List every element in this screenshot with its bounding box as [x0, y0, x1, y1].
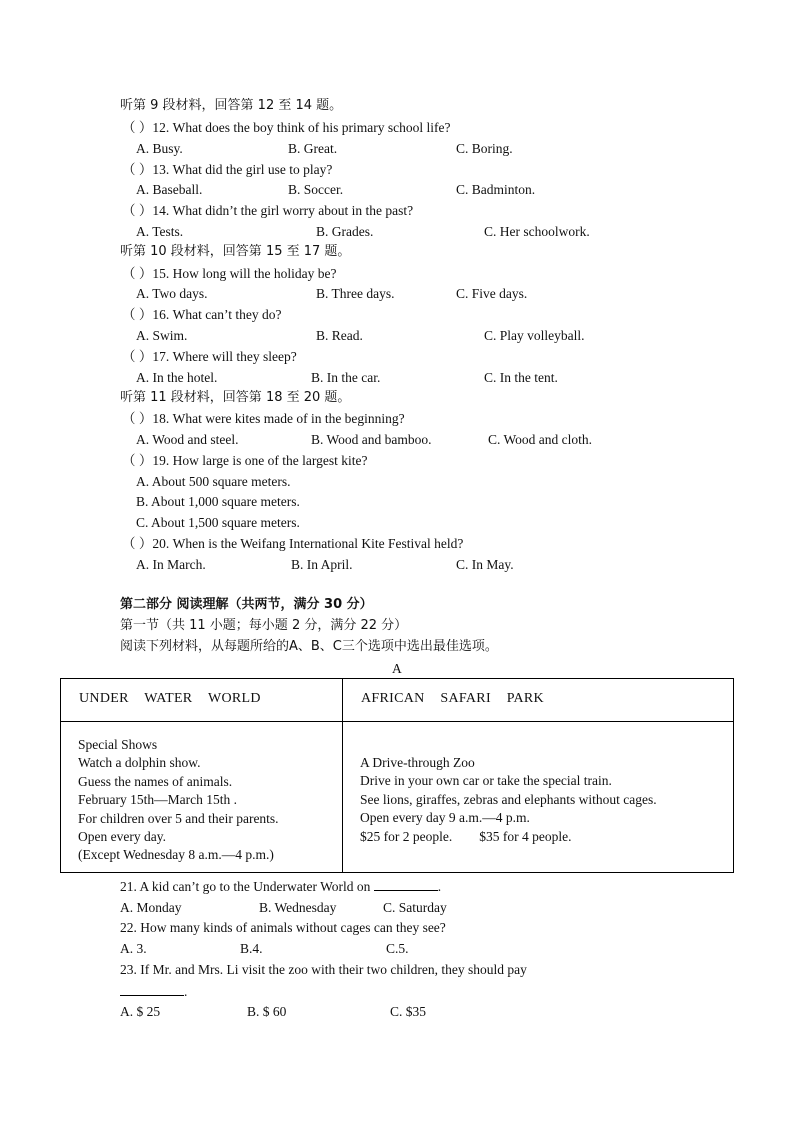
q13-option-c: C. Badminton.	[456, 182, 536, 197]
ad-left-line: For children over 5 and their parents.	[78, 810, 279, 826]
q23-stem: 23. If Mr. and Mrs. Li visit the zoo with their two children, they should pay	[120, 962, 527, 977]
q18-option-c: C. Wood and cloth.	[488, 432, 593, 447]
q15-option-a: A. Two days.	[136, 286, 208, 301]
q14-stem: （ ）14. What didn’t the girl worry about in the past?	[122, 203, 414, 218]
ad-left-line: February 15th—March 15th .	[78, 792, 237, 808]
q18-option-a: A. Wood and steel.	[136, 432, 239, 447]
q19-option-c: C. About 1,500 square meters.	[136, 515, 300, 530]
q22-option-b: B.4.	[240, 941, 263, 956]
ad-left-line: Special Shows	[78, 737, 158, 752]
ad-right-title-cell	[343, 679, 734, 722]
ad-right-title: AFRICAN SAFARI PARK	[361, 691, 544, 706]
q13-option-a: A. Baseball.	[136, 182, 203, 197]
ad-left-title-cell	[61, 679, 343, 722]
q19-option-a: A. About 500 square meters.	[136, 474, 291, 489]
q22-option-c: C.5.	[386, 941, 409, 956]
ad-left-line: Open every day.	[78, 829, 166, 845]
q21-line: 21. A kid can’t go to the Underwater World on .	[120, 879, 442, 894]
q14-option-c: C. Her schoolwork.	[484, 224, 590, 239]
q23-option-c: C. $35	[390, 1004, 427, 1019]
q23-option-b: B. $ 60	[247, 1004, 287, 1019]
q16-option-b: B. Read.	[316, 328, 363, 343]
q23-blank-line: .	[120, 983, 187, 1001]
q17-stem: （ ）17. Where will they sleep?	[122, 349, 297, 364]
ad-left-title: UNDER WATER WORLD	[79, 691, 261, 706]
q15-option-b: B. Three days.	[316, 286, 395, 301]
q22-option-a: A. 3.	[120, 941, 147, 956]
ad-right-line: Drive in your own car or take the special train.	[360, 773, 612, 789]
passage-label: A	[392, 661, 402, 676]
q16-stem: （ ）16. What can’t they do?	[122, 307, 282, 322]
q19-stem: （ ）19. How large is one of the largest kite?	[122, 453, 368, 468]
q17-option-a: A. In the hotel.	[136, 370, 218, 385]
q14-option-b: B. Grades.	[316, 224, 374, 239]
ad-table	[60, 678, 734, 873]
q16-option-c: C. Play volleyball.	[484, 328, 585, 343]
q12-option-c: C. Boring.	[456, 141, 513, 156]
q20-option-a: A. In March.	[136, 557, 206, 572]
q20-option-b: B. In April.	[291, 557, 353, 572]
q18-stem: （ ）18. What were kites made of in the beginning?	[122, 411, 405, 426]
ad-left-body	[61, 722, 343, 873]
q20-stem: （ ）20. When is the Weifang International Kite Festival held?	[122, 536, 464, 551]
section-10-intro: 听第 10 段材料，回答第 15 至 17 题。	[120, 244, 351, 259]
q20-option-c: C. In May.	[456, 557, 514, 572]
part-2-instruction: 阅读下列材料，从每题所给的A、B、C三个选项中选出最佳选项。	[120, 639, 498, 654]
answer-blank	[120, 983, 184, 996]
ad-left-line: (Except Wednesday 8 a.m.—4 p.m.)	[78, 847, 274, 863]
q13-option-b: B. Soccer.	[288, 182, 344, 197]
part-2-title: 第二部分 阅读理解（共两节，满分 30 分）	[120, 597, 373, 612]
q12-option-a: A. Busy.	[136, 141, 183, 156]
q18-option-b: B. Wood and bamboo.	[311, 432, 432, 447]
q17-option-c: C. In the tent.	[484, 370, 558, 385]
q16-option-a: A. Swim.	[136, 328, 188, 343]
q15-stem: （ ）15. How long will the holiday be?	[122, 266, 337, 281]
section-11-intro: 听第 11 段材料，回答第 18 至 20 题。	[120, 390, 351, 405]
ad-right-line: Open every day 9 a.m.—4 p.m.	[360, 810, 530, 826]
ad-right-body	[343, 722, 734, 873]
ad-right-line: See lions, giraffes, zebras and elephants without cages.	[360, 791, 657, 807]
q12-option-b: B. Great.	[288, 141, 338, 156]
q17-option-b: B. In the car.	[311, 370, 381, 385]
section-9-intro: 听第 9 段材料，回答第 12 至 14 题。	[120, 98, 343, 113]
answer-blank	[374, 878, 438, 891]
q21-option-c: C. Saturday	[383, 900, 447, 915]
q12-stem: （ ）12. What does the boy think of his primary school life?	[122, 120, 451, 135]
q15-option-c: C. Five days.	[456, 286, 528, 301]
q19-option-b: B. About 1,000 square meters.	[136, 494, 300, 509]
ad-left-line: Watch a dolphin show.	[78, 755, 201, 771]
q13-stem: （ ）13. What did the girl use to play?	[122, 162, 333, 177]
part-2-section-1: 第一节（共 11 小题；每小题 2 分，满分 22 分）	[120, 618, 408, 633]
q22-stem: 22. How many kinds of animals without cages can they see?	[120, 920, 446, 935]
q14-option-a: A. Tests.	[136, 224, 184, 239]
q21-stem: 21. A kid can’t go to the Underwater World on	[120, 879, 371, 894]
q21-option-a: A. Monday	[120, 900, 182, 915]
ad-right-line: A Drive-through Zoo	[360, 755, 475, 770]
ad-left-line: Guess the names of animals.	[78, 773, 233, 789]
ad-right-line: $25 for 2 people. $35 for 4 people.	[360, 828, 572, 844]
q21-option-b: B. Wednesday	[259, 900, 337, 915]
q23-option-a: A. $ 25	[120, 1004, 161, 1019]
